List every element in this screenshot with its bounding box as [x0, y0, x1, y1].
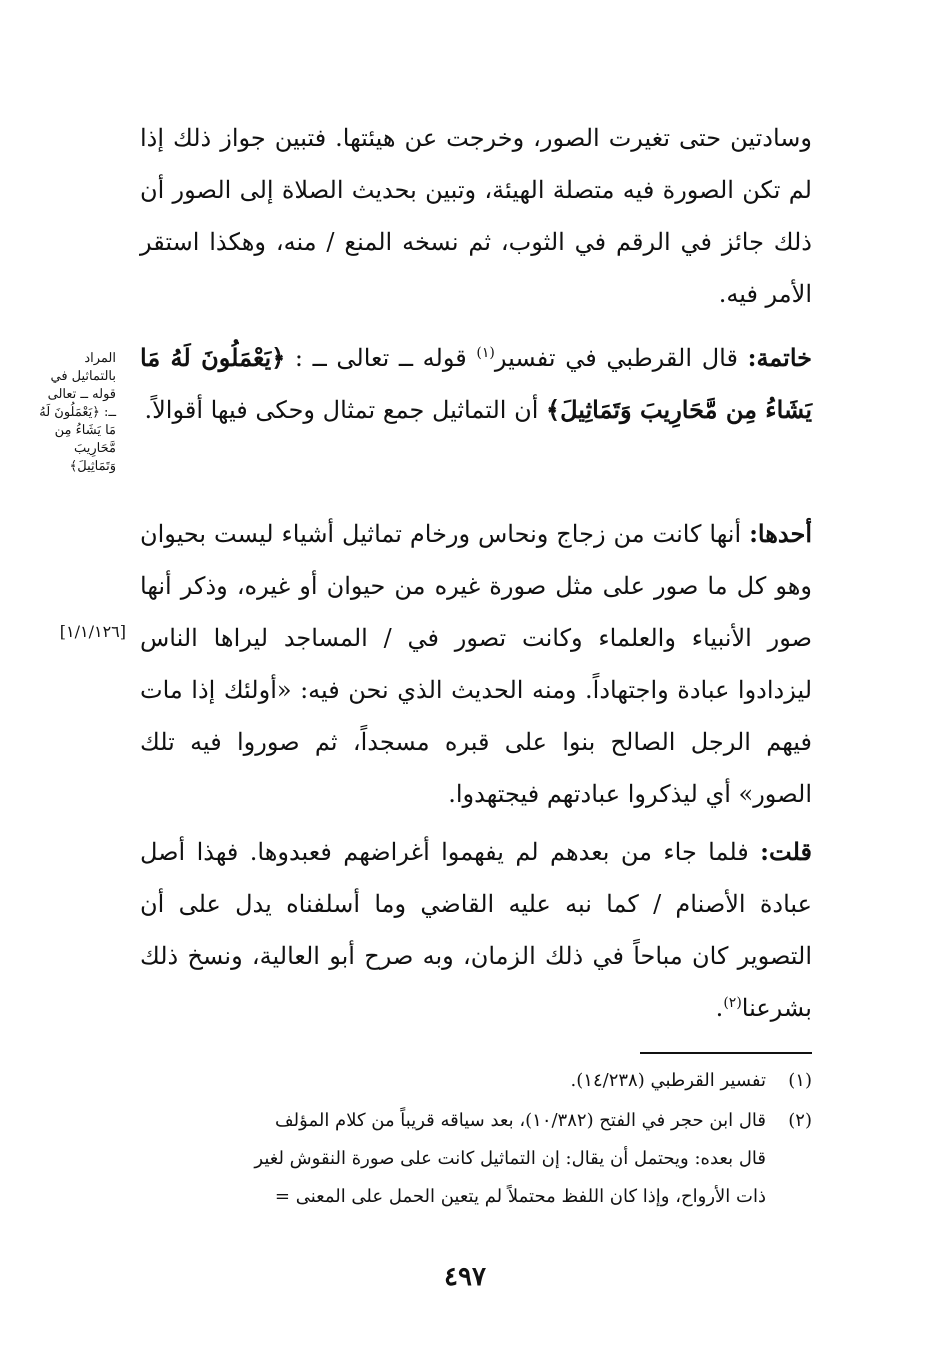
footnote-2 — [140, 1102, 812, 1216]
paragraph-conclusion-text-c: أن التماثيل جمع تمثال وحكى فيها أقوالاً. — [144, 396, 546, 424]
quran-quote: ﴿يَعْمَلُونَ لَهُ مَا يَشَاءُ مِن مَّحَارِيبَ وَتَمَاثِيلَ﴾ — [140, 343, 812, 424]
paragraph-remark-text-a: فلما جاء من بعدهم لم يفهموا أغراضهم فعبدوها. فهذا أصل عبادة الأصنام / كما نبه عليه القاضي وما أسلفناه يدل على أن التصوير كان مباحاً في ذلك الزمان، وبه صرح أبو العالية، ونسخ ذلك بشرعنا — [140, 838, 812, 1022]
paragraph-conclusion-lead: خاتمة: — [747, 343, 813, 372]
footnote-1-text: تفسير القرطبي (١٤/٢٣٨). — [570, 1070, 766, 1091]
paragraph-remark-text-b: . — [715, 994, 724, 1022]
paragraph-first-opinion-text-b: أي ليذكروا عبادتهم فيجتهدوا. — [448, 780, 739, 808]
paragraph-first-opinion-text-a: أنها كانت من زجاج ونحاس ورخام تماثيل أشياء ليست بحيوان وهو كل ما صور على مثل صورة غيره من حيوان أو غيره، وذكر أنها صور الأنبياء والعلماء وكانت تصور في / المساجد ليراها الناس ليزدادوا عبادة واجتهاداً. ومنه الحديث الذي نحن فيه: — [140, 520, 813, 704]
footnote-1 — [140, 1062, 812, 1100]
paragraph-first-opinion-lead: أحدها: — [749, 519, 812, 548]
footnote-ref-1: (١) — [476, 345, 495, 361]
margin-reference: [١/١/١٢٦] — [59, 622, 126, 641]
paragraph-1 — [140, 112, 812, 320]
footnote-2-line-2: قال بعده: ويحتمل أن يقال: إن التماثيل كانت على صورة النقوش لغير — [254, 1148, 766, 1169]
paragraph-remark — [140, 826, 812, 1034]
page-number: ٤٩٧ — [444, 1262, 486, 1292]
footnote-2-line-1-text: قال ابن حجر في الفتح (١٠/٣٨٢)، بعد سياقه قريباً من كلام المؤلف — [275, 1110, 766, 1131]
footnote-2-line-3: ذات الأرواح، وإذا كان اللفظ محتملاً لم يتعين الحمل على المعنى = — [274, 1186, 766, 1207]
paragraph-conclusion-text-a: قال القرطبي في تفسير — [494, 344, 748, 372]
footnote-separator — [640, 1052, 812, 1054]
paragraph-conclusion-text-b: قوله ــ تعالى ــ : — [285, 344, 477, 372]
footnote-2-line-1 — [140, 1102, 812, 1140]
footnote-ref-2: (٢) — [723, 995, 742, 1011]
footnote-1-number: (١) — [788, 1070, 812, 1091]
paragraph-1-text: وسادتين حتى تغيرت الصور، وخرجت عن هيئتها. فتبين جواز ذلك إذا لم تكن الصورة فيه متصلة الهيئة، وتبين بحديث الصلاة إلى الصور أن ذلك جائز في الرقم في الثوب، ثم نسخه المنع / منه، وهكذا استقر الأمر فيه. — [140, 124, 812, 308]
paragraph-conclusion — [140, 332, 812, 436]
paragraph-remark-lead: قلت: — [760, 837, 812, 866]
margin-note: المراد بالتماثيل في قوله ــ تعالى ــ: ﴿يَعْمَلُونَ لَهُ مَا يَشَاءُ مِن مَّحَارِيبَ وَتَمَاثِيلَ﴾ — [39, 351, 116, 474]
footnote-2-number: (٢) — [788, 1110, 812, 1131]
paragraph-first-opinion — [140, 508, 812, 820]
hadith-quote: «أولئك إذا مات فيهم الرجل الصالح بنوا على قبره مسجداً، ثم صوروا فيه تلك الصور» — [140, 676, 812, 808]
